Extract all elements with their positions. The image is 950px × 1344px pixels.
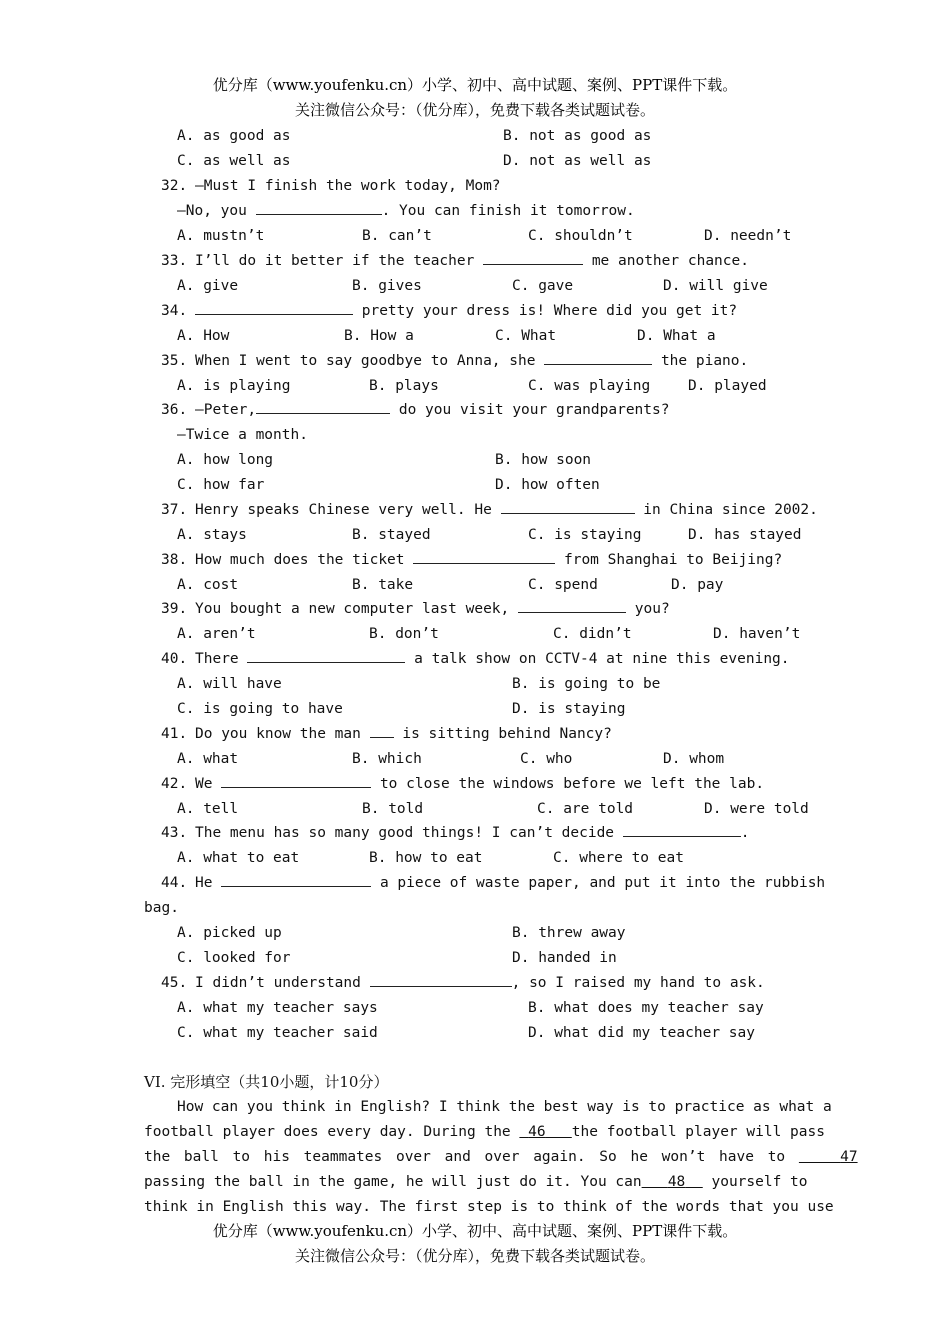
question-36-stem: 36. —Peter, do you visit your grandparents?: [161, 398, 669, 422]
option-b: B. take: [352, 577, 414, 593]
option-d: D. haven’t: [713, 626, 801, 642]
option-b: B. can’t: [362, 228, 432, 244]
option-c: C. shouldn’t: [528, 228, 633, 244]
answer-blank: [501, 499, 635, 514]
answer-blank: [247, 648, 405, 663]
option-b: B. told: [362, 801, 424, 817]
question-33-stem: 33. I’ll do it better if the teacher me another chance.: [161, 249, 749, 273]
option-c: C. looked for: [177, 950, 291, 966]
option-c: C. where to eat: [553, 850, 684, 866]
answer-blank: [195, 300, 353, 315]
option-c: C. as well as: [177, 153, 291, 169]
answer-blank: [483, 250, 583, 265]
option-a: A. tell: [177, 801, 239, 817]
option-b: B. what does my teacher say: [528, 1000, 764, 1016]
option-d: D. how often: [495, 477, 600, 493]
option-b: B. How a: [344, 328, 414, 344]
option-b: B. which: [352, 751, 422, 767]
option-a: A. what to eat: [177, 850, 300, 866]
question-34-stem: 34. pretty your dress is! Where did you get it?: [161, 299, 737, 323]
answer-blank: [544, 350, 652, 365]
cloze-paragraph-line-5: think in English this way. The first step is to think of the words that you use: [144, 1199, 834, 1215]
option-d: D. needn’t: [704, 228, 792, 244]
option-b: B. stayed: [352, 527, 431, 543]
cloze-paragraph-line-2: football player does every day. During the 46 the football player will pass: [144, 1124, 825, 1140]
option-b: B. not as good as: [503, 128, 652, 144]
option-d: D. What a: [637, 328, 716, 344]
option-d: D. is staying: [512, 701, 626, 717]
option-d: D. whom: [663, 751, 725, 767]
question-39-stem: 39. You bought a new computer last week, you?: [161, 597, 670, 621]
question-36-line-2: —Twice a month.: [177, 427, 308, 443]
cloze-paragraph-line-3: the ball to his teammates over and over again. So he won’t have to 47: [144, 1149, 858, 1165]
question-37-stem: 37. Henry speaks Chinese very well. He in China since 2002.: [161, 498, 818, 522]
option-d: D. not as well as: [503, 153, 652, 169]
answer-blank: [518, 598, 626, 613]
option-c: C. gave: [512, 278, 574, 294]
option-a: A. is playing: [177, 378, 291, 394]
option-d: D. handed in: [512, 950, 617, 966]
question-41-stem: 41. Do you know the man is sitting behind Nancy?: [161, 722, 612, 746]
option-a: A. mustn’t: [177, 228, 265, 244]
option-b: B. gives: [352, 278, 422, 294]
question-45-stem: 45. I didn’t understand , so I raised my hand to ask.: [161, 971, 765, 995]
option-c: C. didn’t: [553, 626, 632, 642]
option-b: B. plays: [369, 378, 439, 394]
cloze-paragraph-line-4: passing the ball in the game, he will just do it. You can 48 yourself to: [144, 1174, 808, 1190]
section-6-title: VI. 完形填空（共10小题，计10分）: [144, 1073, 389, 1091]
option-d: D. were told: [704, 801, 809, 817]
cloze-blank-48: 48: [667, 1174, 686, 1190]
option-a: A. will have: [177, 676, 282, 692]
question-44-stem: 44. He a piece of waste paper, and put it into the rubbish: [161, 871, 825, 895]
footer-line-2: 关注微信公众号：（优分库），免费下载各类试题试卷。: [294, 1247, 655, 1265]
option-c: C. who: [520, 751, 573, 767]
option-c: C. spend: [528, 577, 598, 593]
option-a: A. how long: [177, 452, 274, 468]
option-c: C. how far: [177, 477, 265, 493]
option-a: A. give: [177, 278, 239, 294]
option-a: A. as good as: [177, 128, 291, 144]
answer-blank: [221, 773, 371, 788]
question-32-stem: 32. —Must I finish the work today, Mom?: [161, 178, 501, 194]
question-40-stem: 40. There a talk show on CCTV-4 at nine this evening.: [161, 647, 790, 671]
option-c: C. was playing: [528, 378, 651, 394]
question-44-line-2: bag.: [144, 900, 179, 916]
question-42-stem: 42. We to close the windows before we left the lab.: [161, 772, 764, 796]
option-d: D. what did my teacher say: [528, 1025, 755, 1041]
question-38-stem: 38. How much does the ticket from Shanghai to Beijing?: [161, 548, 782, 572]
option-a: A. stays: [177, 527, 247, 543]
cloze-blank-47: 47: [840, 1149, 858, 1165]
answer-blank: [623, 822, 741, 837]
option-d: D. played: [688, 378, 767, 394]
option-c: C. is staying: [528, 527, 642, 543]
option-b: B. how soon: [495, 452, 592, 468]
option-c: C. what my teacher said: [177, 1025, 378, 1041]
option-b: B. is going to be: [512, 676, 661, 692]
option-d: D. will give: [663, 278, 768, 294]
option-b: B. don’t: [369, 626, 439, 642]
cloze-paragraph-line-1: How can you think in English? I think the best way is to practice as what a: [177, 1099, 832, 1115]
option-c: C. is going to have: [177, 701, 343, 717]
answer-blank: [256, 200, 382, 215]
option-a: A. How: [177, 328, 230, 344]
option-a: A. what my teacher says: [177, 1000, 378, 1016]
answer-blank: [413, 549, 555, 564]
answer-blank: [256, 399, 390, 414]
option-b: B. threw away: [512, 925, 626, 941]
option-a: A. picked up: [177, 925, 282, 941]
option-a: A. aren’t: [177, 626, 256, 642]
footer-line-1: 优分库（www.youfenku.cn）小学、初中、高中试题、案例、PPT课件下载。: [212, 1222, 738, 1240]
header-line-2: 关注微信公众号：（优分库），免费下载各类试题试卷。: [294, 101, 655, 119]
header-line-1: 优分库（www.youfenku.cn）小学、初中、高中试题、案例、PPT课件下载。: [212, 76, 738, 94]
answer-blank: [221, 872, 371, 887]
question-35-stem: 35. When I went to say goodbye to Anna, she the piano.: [161, 349, 748, 373]
question-43-stem: 43. The menu has so many good things! I can’t decide .: [161, 821, 750, 845]
cloze-blank-46: 46: [528, 1124, 546, 1140]
option-c: C. What: [495, 328, 557, 344]
option-a: A. cost: [177, 577, 239, 593]
option-b: B. how to eat: [369, 850, 483, 866]
question-32-line-2: —No, you . You can finish it tomorrow.: [177, 199, 635, 223]
option-a: A. what: [177, 751, 239, 767]
answer-blank: [370, 723, 394, 738]
option-d: D. has stayed: [688, 527, 802, 543]
option-d: D. pay: [671, 577, 724, 593]
option-c: C. are told: [537, 801, 634, 817]
answer-blank: [370, 972, 512, 987]
